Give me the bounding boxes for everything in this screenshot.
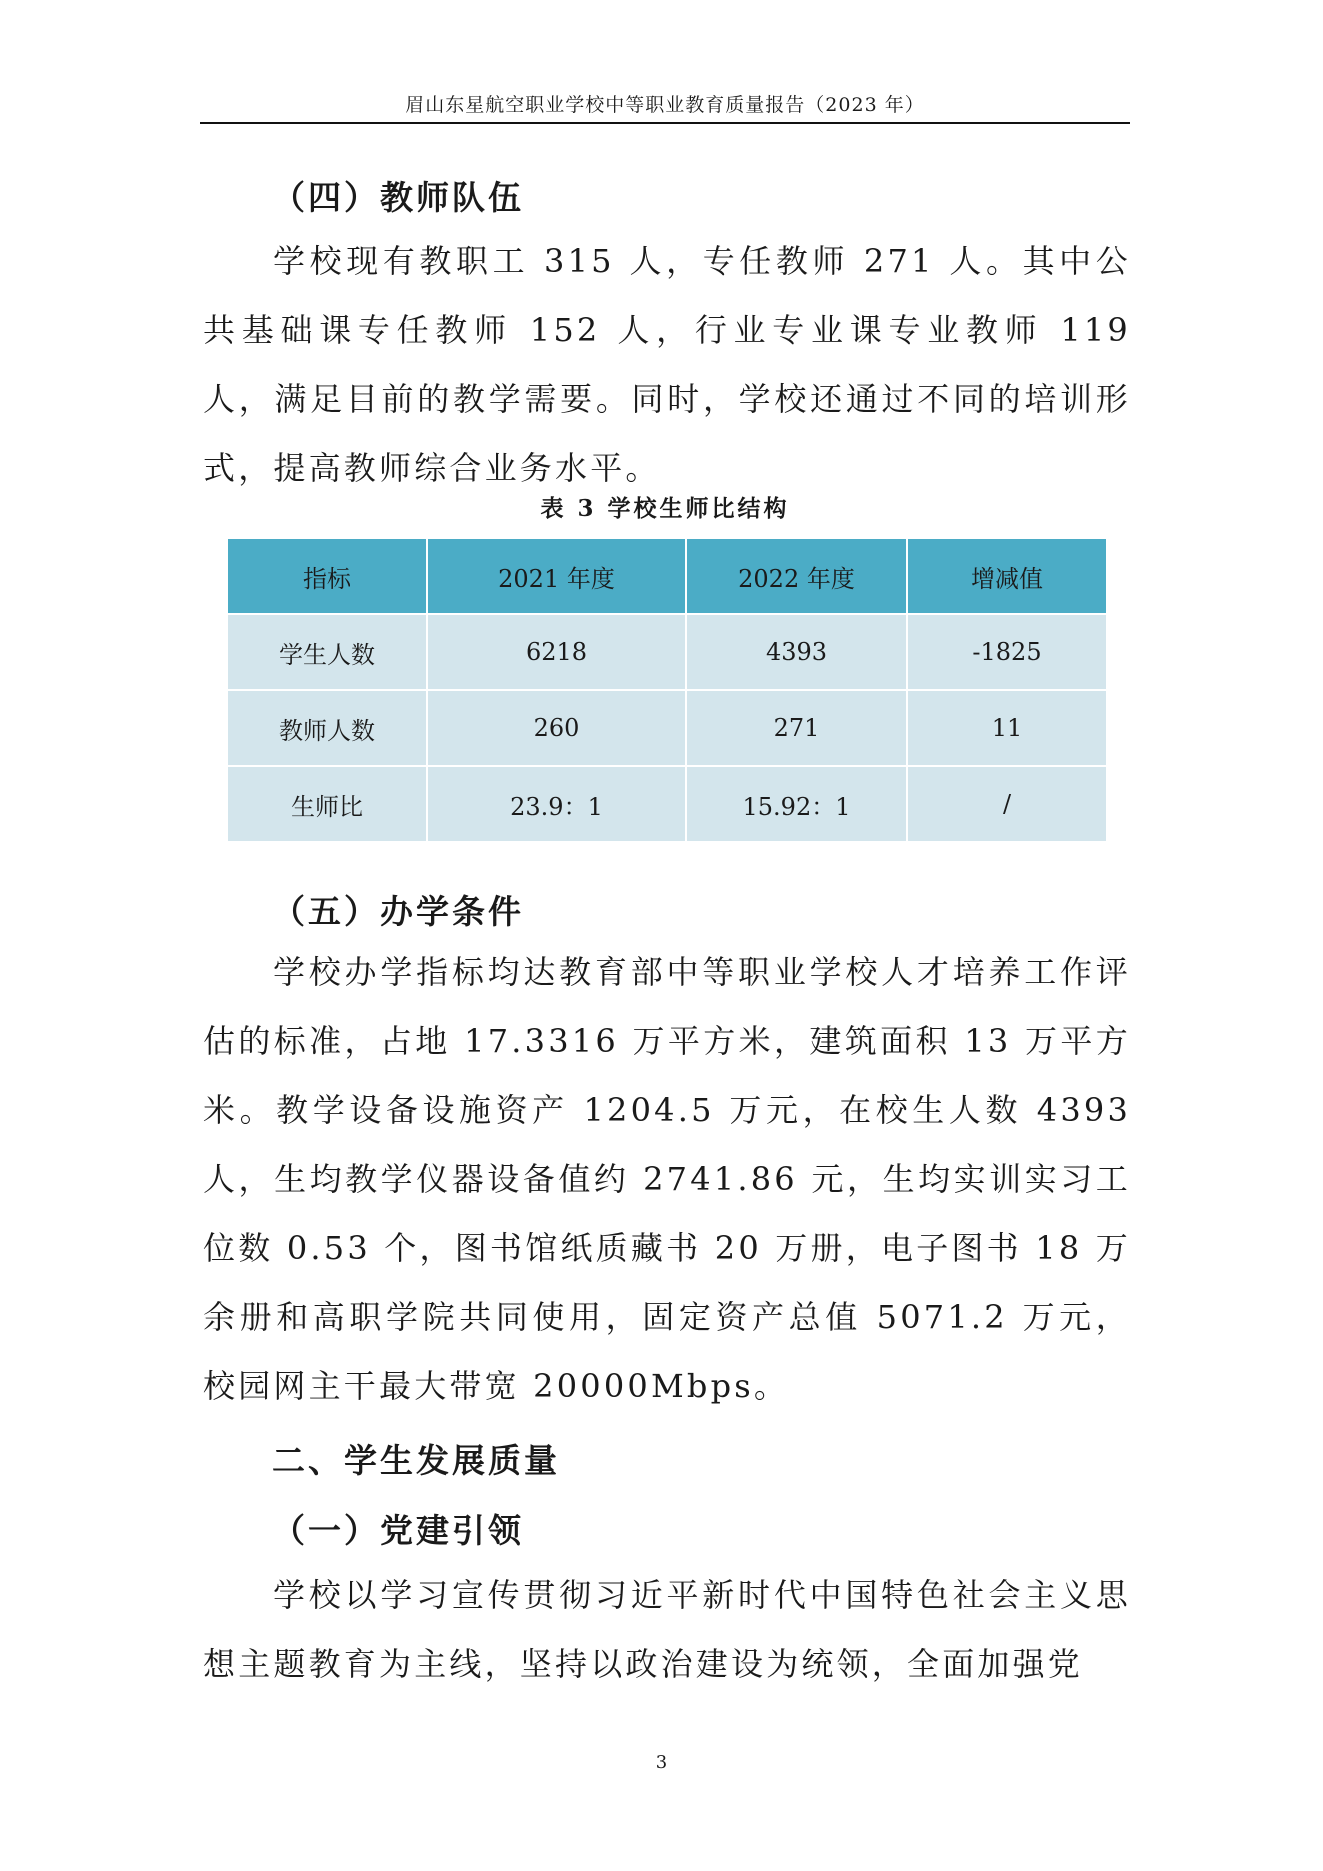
column-header-change: 增减值 [907, 538, 1107, 614]
section-heading-conditions: （五）办学条件 [272, 892, 524, 931]
table-row [227, 690, 1107, 766]
table-cell: / [907, 766, 1107, 842]
table-caption: 表 3 学校生师比结构 [540, 495, 790, 522]
paragraph-party: 学校以学习宣传贯彻习近平新时代中国特色社会主义思想主题教育为主线，坚持以政治建设为统领，全面加强党 [203, 1576, 1131, 1683]
paragraph-teachers: 学校现有教职工 315 人，专任教师 271 人。其中公共基础课专任教师 152 人，行业专业课专业教师 119 人，满足目前的教学需要。同时，学校还通过不同的培训形式，提高教师综合业务水平。 [203, 242, 1131, 487]
table-cell: 6218 [427, 614, 686, 690]
table-cell: 学生人数 [227, 614, 427, 690]
table-cell: 260 [427, 690, 686, 766]
table-cell: 教师人数 [227, 690, 427, 766]
page-header: 眉山东星航空职业学校中等职业教育质量报告（2023 年） [200, 92, 1130, 124]
table-cell: 4393 [686, 614, 907, 690]
table-row [227, 614, 1107, 690]
chapter-heading-student-development: 二、学生发展质量 [272, 1441, 560, 1480]
table-header-row [227, 538, 1107, 614]
table-cell: 生师比 [227, 766, 427, 842]
page-number: 3 [655, 1752, 668, 1773]
table-row [227, 766, 1107, 842]
table-cell: -1825 [907, 614, 1107, 690]
section-heading-party: （一）党建引领 [272, 1511, 524, 1550]
table-cell: 23.9：1 [427, 766, 686, 842]
section-heading-teachers: （四）教师队伍 [272, 178, 524, 217]
student-teacher-ratio-table [226, 537, 1108, 843]
column-header-2022: 2022 年度 [686, 538, 907, 614]
paragraph-conditions: 学校办学指标均达教育部中等职业学校人才培养工作评估的标准，占地 17.3316 万平方米，建筑面积 13 万平方米。教学设备设施资产 1204.5 万元，在校生人数 4393 人，生均教学仪器设备值约 2741.86 元，生均实训实习工位数 0.53 个，图书馆纸质藏书 20 万册，电子图书 18 万余册和高职学院共同使用，固定资产总值 5071.2 万元，校园网主干最大带宽 20000Mbps。 [203, 953, 1131, 1405]
table-cell: 15.92：1 [686, 766, 907, 842]
table-cell: 271 [686, 690, 907, 766]
table-cell: 11 [907, 690, 1107, 766]
column-header-indicator: 指标 [227, 538, 427, 614]
column-header-2021: 2021 年度 [427, 538, 686, 614]
